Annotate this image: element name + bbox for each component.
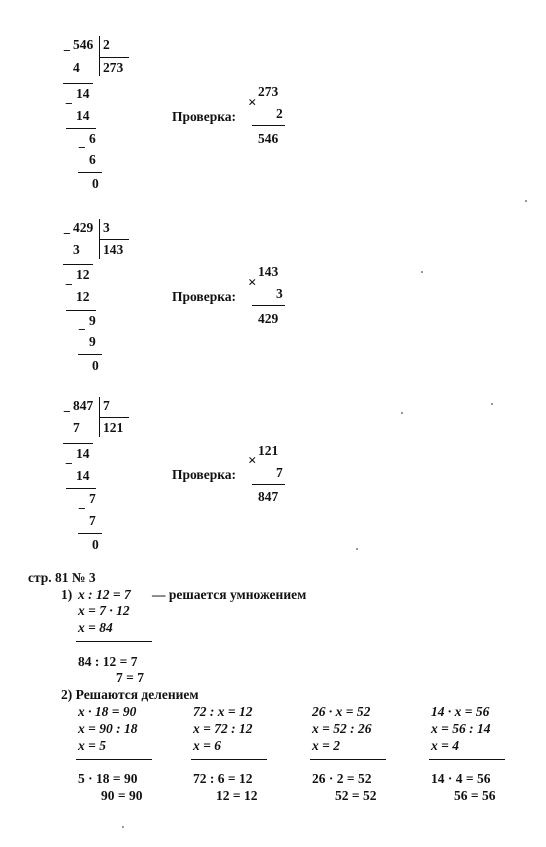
check-separator-line bbox=[429, 759, 505, 760]
underline bbox=[63, 443, 93, 444]
quotient: 143 bbox=[103, 242, 124, 257]
check-label: Проверка: bbox=[172, 289, 237, 304]
part2-equation: 72 : x = 12 bbox=[193, 704, 253, 719]
subtrahend: 14 bbox=[76, 468, 90, 483]
remainder: 14 bbox=[76, 86, 90, 101]
minus-sign: − bbox=[78, 140, 86, 155]
check-label: Проверка: bbox=[172, 467, 237, 482]
part2-step: x = 2 bbox=[312, 738, 340, 753]
product: 429 bbox=[258, 311, 279, 326]
subtrahend: 9 bbox=[89, 334, 96, 349]
minus-sign: − bbox=[78, 501, 86, 516]
subtrahend: 14 bbox=[76, 108, 90, 123]
dividend: 847 bbox=[73, 398, 94, 413]
part2-check: 90 = 90 bbox=[101, 788, 143, 803]
part2-step: x = 4 bbox=[431, 738, 459, 753]
underline bbox=[252, 125, 285, 126]
part2-check: 5 · 18 = 90 bbox=[78, 771, 138, 786]
part1-step: x = 7 · 12 bbox=[78, 603, 130, 618]
minus-sign: − bbox=[65, 96, 73, 111]
part2-check: 26 · 2 = 52 bbox=[312, 771, 372, 786]
remainder: 14 bbox=[76, 446, 90, 461]
final-remainder: 0 bbox=[92, 358, 99, 373]
part1-equation: x : 12 = 7 bbox=[78, 587, 131, 602]
remainder: 7 bbox=[89, 491, 96, 506]
divisor: 3 bbox=[103, 220, 110, 235]
division-bar-horizontal bbox=[99, 417, 129, 418]
remainder: 9 bbox=[89, 313, 96, 328]
scan-speck bbox=[525, 200, 527, 202]
part2-step: x = 90 : 18 bbox=[78, 721, 138, 736]
subtrahend: 12 bbox=[76, 289, 90, 304]
check-separator-line bbox=[310, 759, 386, 760]
part1-check: 7 = 7 bbox=[116, 670, 144, 685]
product: 546 bbox=[258, 131, 279, 146]
underline bbox=[78, 533, 102, 534]
underline bbox=[63, 83, 93, 84]
check-separator-line bbox=[191, 759, 267, 760]
division-bar-horizontal bbox=[99, 239, 129, 240]
underline bbox=[78, 172, 102, 173]
multiplicand: 143 bbox=[258, 264, 279, 279]
dividend: 546 bbox=[73, 37, 94, 52]
divisor: 2 bbox=[103, 37, 110, 52]
final-remainder: 0 bbox=[92, 537, 99, 552]
multiplicand: 273 bbox=[258, 84, 279, 99]
division-bar-horizontal bbox=[99, 57, 129, 58]
part2-header: 2) Решаются делением bbox=[61, 687, 199, 702]
subtrahend: 7 bbox=[89, 513, 96, 528]
subtrahend: 4 bbox=[73, 60, 80, 75]
divisor: 7 bbox=[103, 398, 110, 413]
part2-check: 14 · 4 = 56 bbox=[431, 771, 491, 786]
multiplicand: 121 bbox=[258, 443, 279, 458]
part2-step: x = 5 bbox=[78, 738, 106, 753]
final-remainder: 0 bbox=[92, 176, 99, 191]
part1-number: 1) bbox=[61, 587, 73, 602]
check-separator-line bbox=[76, 641, 152, 642]
part2-step: x = 52 : 26 bbox=[312, 721, 372, 736]
division-bar-vertical bbox=[99, 36, 100, 76]
part2-equation: 26 · x = 52 bbox=[312, 704, 371, 719]
scan-speck bbox=[491, 403, 493, 405]
part2-equation: x · 18 = 90 bbox=[78, 704, 137, 719]
part1-check: 84 : 12 = 7 bbox=[78, 654, 138, 669]
check-label: Проверка: bbox=[172, 109, 237, 124]
underline bbox=[63, 264, 93, 265]
underline bbox=[66, 488, 96, 489]
times-sign: × bbox=[248, 95, 257, 111]
part2-check: 72 : 6 = 12 bbox=[193, 771, 253, 786]
minus-sign: − bbox=[65, 277, 73, 292]
exercise-heading: стр. 81 № 3 bbox=[28, 570, 96, 585]
part2-check: 12 = 12 bbox=[216, 788, 258, 803]
underline bbox=[66, 310, 96, 311]
part2-step: x = 56 : 14 bbox=[431, 721, 491, 736]
part1-note: — решается умножением bbox=[152, 587, 307, 602]
minus-sign: − bbox=[63, 43, 71, 58]
part2-equation: 14 · x = 56 bbox=[431, 704, 490, 719]
part2-check: 56 = 56 bbox=[454, 788, 496, 803]
part1-step: x = 84 bbox=[78, 620, 113, 635]
minus-sign: − bbox=[78, 322, 86, 337]
scan-speck bbox=[421, 271, 423, 273]
underline bbox=[78, 354, 102, 355]
minus-sign: − bbox=[65, 456, 73, 471]
part2-step: x = 72 : 12 bbox=[193, 721, 253, 736]
minus-sign: − bbox=[63, 226, 71, 241]
part2-step: x = 6 bbox=[193, 738, 221, 753]
minus-sign: − bbox=[63, 404, 71, 419]
scan-speck bbox=[401, 412, 403, 414]
product: 847 bbox=[258, 489, 279, 504]
scan-speck bbox=[122, 826, 124, 828]
multiplier: 7 bbox=[276, 465, 283, 480]
multiplier: 2 bbox=[276, 106, 283, 121]
quotient: 273 bbox=[103, 60, 124, 75]
remainder: 6 bbox=[89, 131, 96, 146]
times-sign: × bbox=[248, 275, 257, 291]
underline bbox=[252, 305, 285, 306]
underline bbox=[66, 128, 96, 129]
multiplier: 3 bbox=[276, 286, 283, 301]
underline bbox=[252, 484, 285, 485]
part2-check: 52 = 52 bbox=[335, 788, 377, 803]
remainder: 12 bbox=[76, 267, 90, 282]
scan-speck bbox=[356, 548, 358, 550]
times-sign: × bbox=[248, 453, 257, 469]
dividend: 429 bbox=[73, 220, 94, 235]
subtrahend: 3 bbox=[73, 242, 80, 257]
subtrahend: 7 bbox=[73, 420, 80, 435]
quotient: 121 bbox=[103, 420, 124, 435]
subtrahend: 6 bbox=[89, 152, 96, 167]
check-separator-line bbox=[76, 759, 152, 760]
